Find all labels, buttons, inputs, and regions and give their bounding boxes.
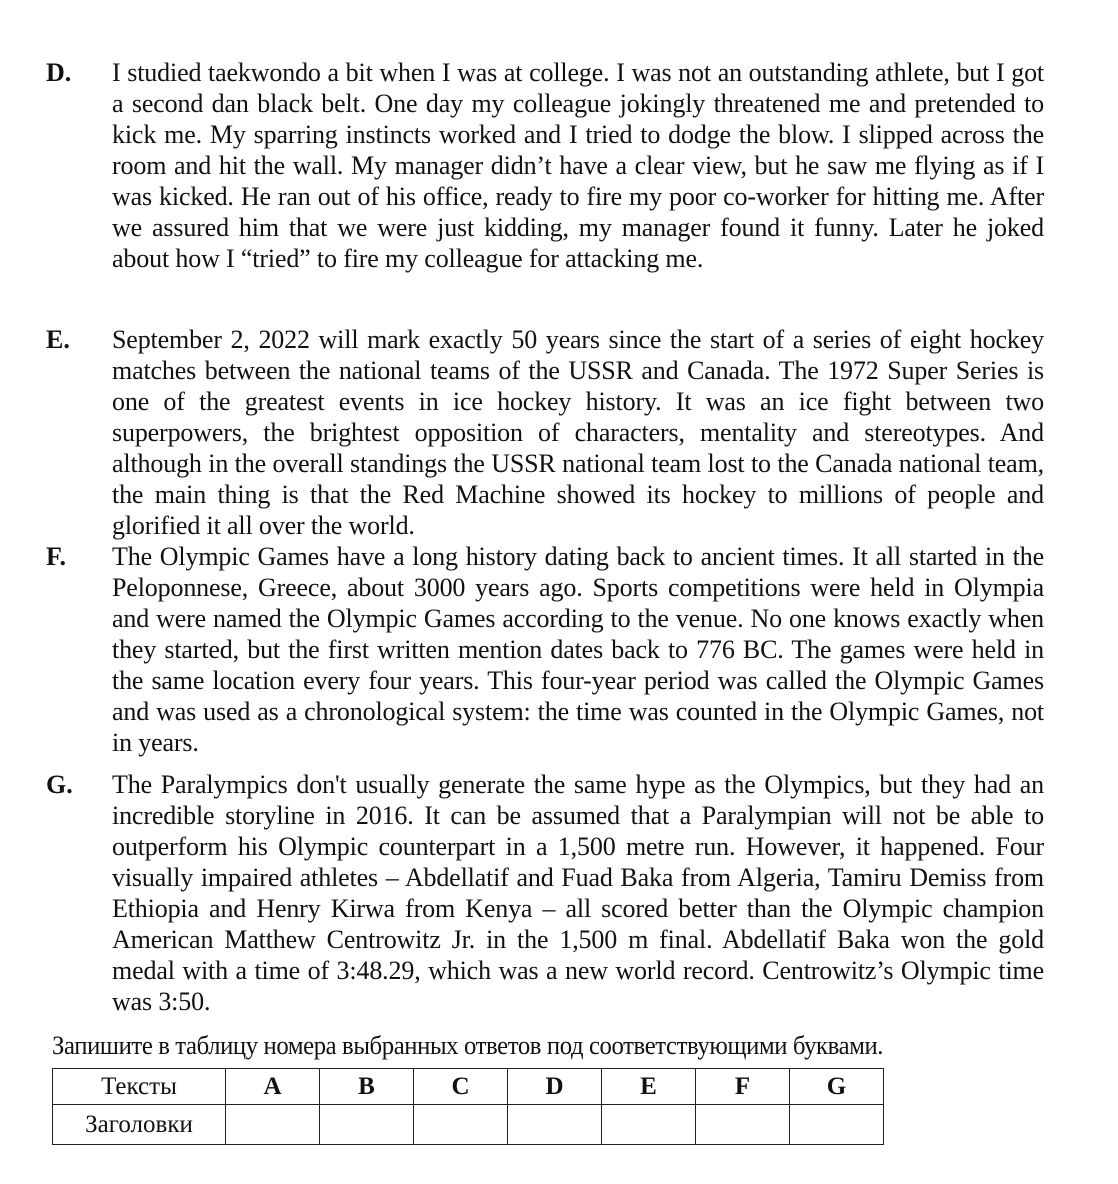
passage-text: The Paralympics don't usually generate the same hype as the Olympics, but they had an incredible storyline in 2016. It can be assumed that a Paralympian will not be able to outperform his Olympic counterpart in a 1,500 metre run. However, it happened. Four visually impaired athletes – Abdellatif and Fuad Baka from Algeria, Tamiru Demiss from Ethiopia and Henry Kirwa from Kenya – all scored better than the Olympic champion American Matthew Centrowitz Jr. in the 1,500 m final. Abdellatif Baka won the gold medal with a time of 3:48.29, which was a new world record. Centrowitz’s Olympic time was 3:50. bbox=[112, 770, 1044, 1016]
column-header-a: A bbox=[226, 1069, 320, 1105]
answer-cell-f[interactable] bbox=[696, 1105, 790, 1145]
column-header-b: B bbox=[320, 1069, 414, 1105]
passage-text: The Olympic Games have a long history dating back to ancient times. It all started in the Peloponnese, Greece, about 3000 years ago. Sports competitions were held in Olympia and were named the Olympic Games according to the venue. No one knows exactly when they started, but the first written mention dates back to 776 BC. The games were held in the same location every four years. This four-year period was called the Olympic Games and was used as a chronological system: the time was counted in the Olympic Games, not in years. bbox=[112, 542, 1044, 757]
passage-g bbox=[46, 769, 1046, 1017]
column-header-c: C bbox=[414, 1069, 508, 1105]
answer-table-answer-row bbox=[53, 1105, 884, 1145]
answer-table-header-row bbox=[53, 1069, 884, 1105]
passage-letter: G. bbox=[46, 770, 73, 799]
passage-f bbox=[46, 541, 1046, 758]
answer-cell-d[interactable] bbox=[508, 1105, 602, 1145]
passage-text: I studied taekwondo a bit when I was at college. I was not an outstanding athlete, but I got a second dan black belt. One day my colleague jokingly threatened me and pretended to kick me. My sparring instincts worked and I tried to dodge the blow. I slipped across the room and hit the wall. My manager didn’t have a clear view, but he saw me flying as if I was kicked. He ran out of his office, ready to fire my poor co-worker for hitting me. After we assured him that we were just kidding, my manager found it funny. Later he joked about how I “tried” to fire my colleague for attacking me. bbox=[112, 58, 1044, 273]
answer-table bbox=[52, 1068, 884, 1145]
column-header-f: F bbox=[696, 1069, 790, 1105]
answer-cell-a[interactable] bbox=[226, 1105, 320, 1145]
row-label-headings: Заголовки bbox=[53, 1105, 226, 1145]
passage-letter: D. bbox=[46, 58, 72, 87]
passage-text: September 2, 2022 will mark exactly 50 years since the start of a series of eight hockey matches between the national teams of the USSR and Canada. The 1972 Super Series is one of the greatest events in ice hockey history. It was an ice fight between two superpowers, the brightest opposition of characters, mentality and stereotypes. And although in the overall standings the USSR national team lost to the Canada national team, the main thing is that the Red Machine showed its hockey to millions of people and glorified it all over the world. bbox=[112, 325, 1044, 540]
column-header-e: E bbox=[602, 1069, 696, 1105]
column-header-d: D bbox=[508, 1069, 602, 1105]
column-header-g: G bbox=[790, 1069, 884, 1105]
instruction-text: Запишите в таблицу номера выбранных ответов под соответствующими буквами. bbox=[52, 1031, 884, 1060]
answer-cell-b[interactable] bbox=[320, 1105, 414, 1145]
passage-letter: E. bbox=[46, 325, 70, 354]
row-label-texts: Тексты bbox=[53, 1069, 226, 1105]
passage-e bbox=[46, 324, 1046, 541]
passage-d bbox=[46, 57, 1046, 274]
passage-letter: F. bbox=[46, 542, 66, 571]
answer-cell-c[interactable] bbox=[414, 1105, 508, 1145]
answer-cell-e[interactable] bbox=[602, 1105, 696, 1145]
answer-cell-g[interactable] bbox=[790, 1105, 884, 1145]
